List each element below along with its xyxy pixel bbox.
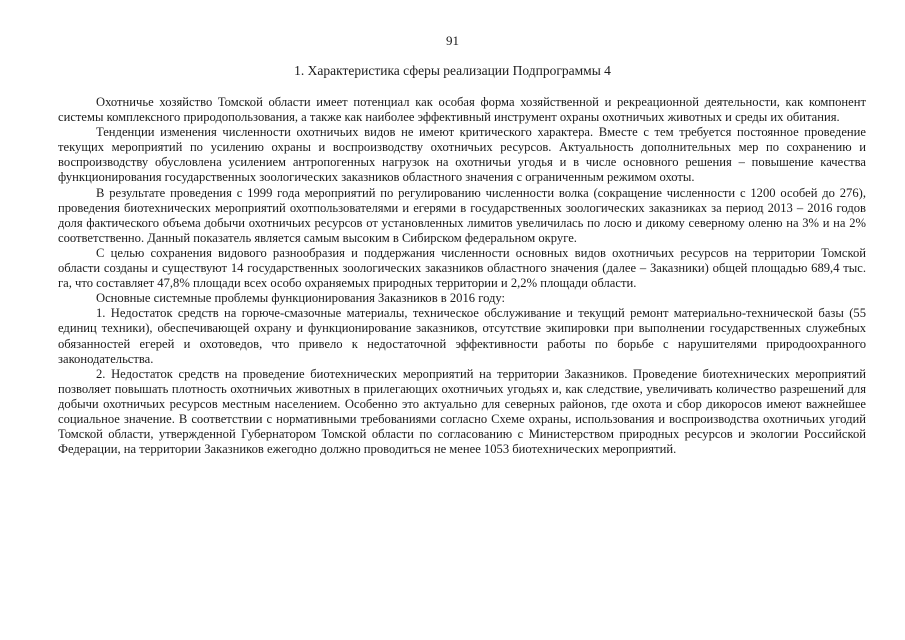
section-heading: 1. Характеристика сферы реализации Подпрограммы 4 xyxy=(294,63,611,78)
paragraph-problem-1: 1. Недостаток средств на горюче-смазочные материалы, техническое обслуживание и текущий ремонт материально-технической базы (55 единиц техники), обеспечивающей охрану и функционирование заказников, отсутствие экипировки при выполнении государственных служебных обязанностей егерей и охотоведов, что привело к недостаточной эффективности работы по борьбе с нарушителями природоохранного законодательства. xyxy=(58,306,866,366)
page-number: 91 xyxy=(446,33,459,48)
paragraph-intro: Охотничье хозяйство Томской области имеет потенциал как особая форма хозяйственной и рекреационной деятельности, как компонент системы комплексного природопользования, а также как наиболее эффективный инструмент охраны охотничьих животных и среды их обитания. xyxy=(58,95,866,125)
paragraph-problems-intro: Основные системные проблемы функционирования Заказников в 2016 году: xyxy=(96,291,506,306)
paragraph-results: В результате проведения с 1999 года мероприятий по регулированию численности волка (сокращение численности с 1200 особей до 276), проведения биотехнических мероприятий охотпользователями и егерями в государственных зоологических заказниках за период 2013 – 2016 годов доля фактического объема добычи охотничьих ресурсов от установленных лимитов увеличилась по лосю и дикому северному оленю на 3% и на 2% соответственно. Данный показатель является самым высоким в Сибирском федеральном округе. xyxy=(58,185,866,245)
paragraph-problem-2: 2. Недостаток средств на проведение биотехнических мероприятий на территории Заказников. Проведение биотехнических мероприятий позволяет повышать плотность охотничьих животных в прилегающих охотничьих угодьях и, как следствие, увеличивать количество разрешений для добычи охотничьих ресурсов местным населением. Особенно это актуально для северных районов, где охота и сбор дикоросов имеют важнейшее социальное значение. В соответствии с нормативными требованиями согласно Схеме охраны, использования и воспроизводства охотничьих угодий Томской области, утвержденной Губернатором Томской области по согласованию с Министерством природных ресурсов и экологии Российской Федерации, на территории Заказников ежегодно должно проводиться не менее 1053 биотехнических мероприятий. xyxy=(58,366,866,457)
body-text xyxy=(58,95,866,457)
paragraph-trends: Тенденции изменения численности охотничьих видов не имеют критического характера. Вместе с тем требуется постоянное проведение текущих мероприятий по усилению охраны и воспроизводству охотничьих ресурсов. Актуальность дополнительных мер по сохранению и воспроизводству обусловлена усилением антропогенных нагрузок на охотничьи угодья и в числе основного решения – повышение качества функционирования государственных зоологических заказников областного значения с ограниченным режимом охоты. xyxy=(58,125,866,185)
paragraph-reserves: С целью сохранения видового разнообразия и поддержания численности основных видов охотничьих ресурсов на территории Томской области созданы и существуют 14 государственных зоологических заказников областного значения (далее – Заказники) общей площадью 689,4 тыс. га, что составляет 47,8% площади всех особо охраняемых природных территории и 2,2% площади области. xyxy=(58,245,866,291)
